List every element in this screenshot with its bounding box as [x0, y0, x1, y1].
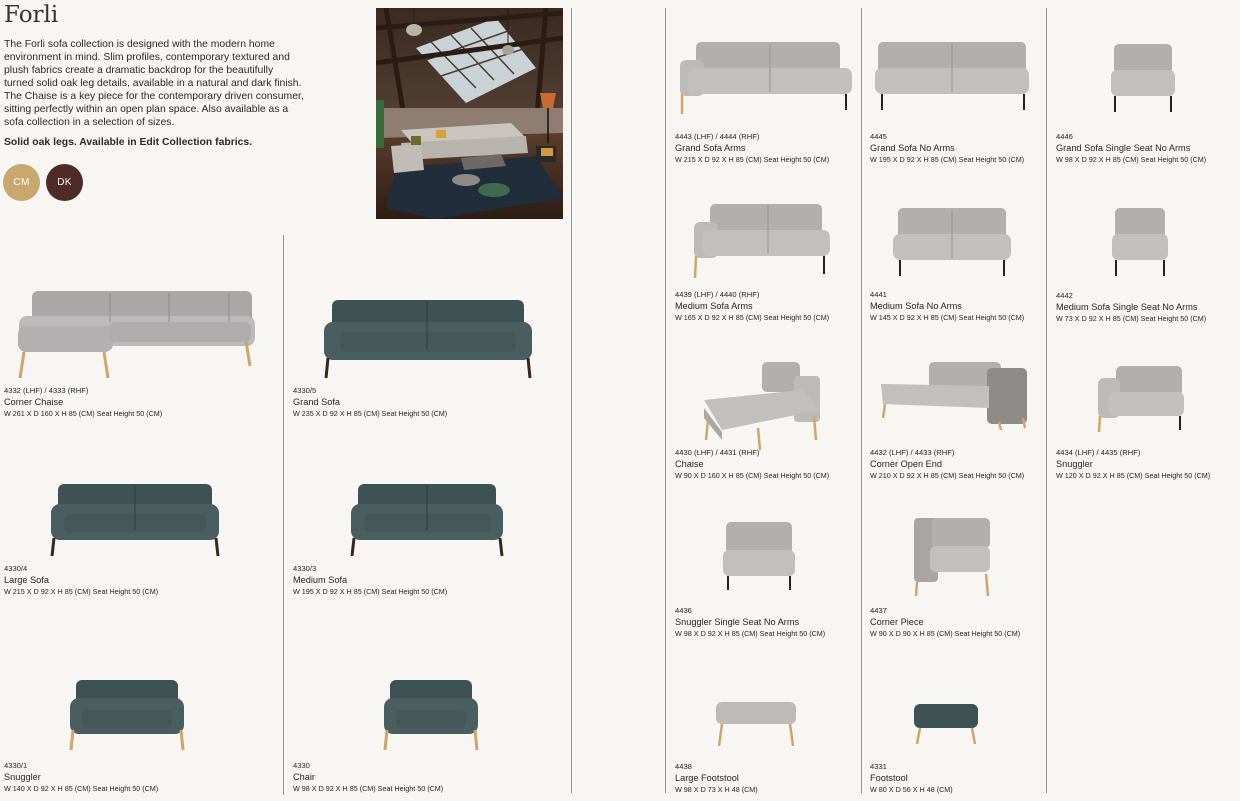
column-divider	[283, 235, 284, 795]
product-caption-corner-piece	[870, 605, 1020, 639]
product-dimensions: W 215 X D 92 X H 85 (CM) Seat Height 50 (CM)	[4, 587, 159, 596]
product-caption-grand-sofa	[293, 385, 447, 419]
product-name: Large Footstool	[675, 773, 739, 783]
product-code: 4331	[870, 762, 887, 771]
product-name: Grand Sofa Single Seat No Arms	[1056, 143, 1191, 153]
product-code: 4443 (LHF) / 4444 (RHF)	[675, 132, 760, 141]
product-name: Chaise	[675, 459, 704, 469]
collection-title: Forli	[4, 2, 59, 28]
product-name: Grand Sofa No Arms	[870, 143, 955, 153]
product-code: 4436	[675, 606, 692, 615]
product-code: 4430 (LHF) / 4431 (RHF)	[675, 448, 760, 457]
grand-sofa-image	[320, 298, 536, 387]
product-caption-grand-single-seat	[1056, 131, 1206, 165]
product-code: 4438	[675, 762, 692, 771]
product-caption-chair	[293, 760, 443, 794]
chaise-image	[702, 360, 826, 457]
large-footstool-image	[714, 700, 798, 755]
large-sofa-image	[48, 482, 222, 565]
snuggler-unit-image	[1096, 364, 1186, 439]
product-code: 4446	[1056, 132, 1073, 141]
product-dimensions: W 235 X D 92 X H 85 (CM) Seat Height 50 (CM)	[293, 409, 448, 418]
product-caption-grand-sofa-no-arms	[870, 131, 1024, 165]
product-code: 4432 (LHF) / 4433 (RHF)	[870, 448, 955, 457]
product-caption-medium-sofa	[293, 563, 447, 597]
product-code: 4437	[870, 606, 887, 615]
product-code: 4445	[870, 132, 887, 141]
product-dimensions: W 165 X D 92 X H 85 (CM) Seat Height 50 (CM)	[675, 313, 830, 322]
product-name: Grand Sofa	[293, 397, 340, 407]
product-caption-corner-open-end	[870, 447, 1024, 481]
product-caption-corner-chaise	[4, 385, 162, 419]
product-dimensions: W 73 X D 92 X H 85 (CM) Seat Height 50 (CM)	[1056, 314, 1207, 323]
product-code: 4330/4	[4, 564, 28, 573]
product-name: Corner Open End	[870, 459, 943, 469]
product-name: Snuggler	[1056, 459, 1093, 469]
product-name: Grand Sofa Arms	[675, 143, 746, 153]
column-divider	[1046, 8, 1047, 793]
product-code: 4330/3	[293, 564, 317, 573]
medium-sofa-image	[348, 482, 506, 565]
product-dimensions: W 195 X D 92 X H 85 (CM) Seat Height 50 (CM)	[870, 155, 1025, 164]
column-divider	[861, 8, 862, 793]
product-name: Snuggler Single Seat No Arms	[675, 617, 800, 627]
medium-single-seat-image	[1111, 206, 1169, 283]
product-dimensions: W 120 X D 92 X H 85 (CM) Seat Height 50 (CM)	[1056, 471, 1211, 480]
product-caption-footstool	[870, 761, 953, 795]
grand-sofa-arms-image	[678, 38, 854, 121]
product-dimensions: W 80 X D 56 X H 48 (CM)	[870, 785, 953, 794]
finish-swatch-label: CM	[13, 177, 30, 188]
product-caption-large-sofa	[4, 563, 158, 597]
product-code: 4439 (LHF) / 4440 (RHF)	[675, 290, 760, 299]
product-dimensions: W 98 X D 92 X H 85 (CM) Seat Height 50 (CM)	[293, 784, 444, 793]
product-code: 4442	[1056, 291, 1073, 300]
product-caption-snuggler-unit	[1056, 447, 1210, 481]
product-dimensions: W 215 X D 92 X H 85 (CM) Seat Height 50 (CM)	[675, 155, 830, 164]
product-caption-snuggler	[4, 760, 158, 794]
product-code: 4330/5	[293, 386, 317, 395]
finish-swatch-cm	[3, 164, 40, 201]
grand-sofa-no-arms-image	[874, 40, 1030, 117]
medium-sofa-no-arms-image	[892, 206, 1012, 283]
product-code: 4441	[870, 290, 887, 299]
corner-chaise-image	[14, 286, 258, 387]
product-name: Footstool	[870, 773, 908, 783]
product-name: Medium Sofa No Arms	[870, 301, 962, 311]
product-caption-snuggler-single-seat	[675, 605, 825, 639]
product-name: Corner Piece	[870, 617, 924, 627]
product-dimensions: W 145 X D 92 X H 85 (CM) Seat Height 50 (CM)	[870, 313, 1025, 322]
medium-sofa-arms-image	[692, 202, 832, 285]
product-code: 4434 (LHF) / 4435 (RHF)	[1056, 448, 1141, 457]
product-dimensions: W 98 X D 73 X H 48 (CM)	[675, 785, 758, 794]
grand-single-seat-image	[1110, 42, 1176, 119]
snuggler-image	[68, 678, 186, 759]
legs-note: Solid oak legs. Available in Edit Collection fabrics.	[4, 137, 253, 148]
finish-swatch-dk	[46, 164, 83, 201]
product-caption-grand-sofa-arms	[675, 131, 829, 165]
product-caption-medium-sofa-no-arms	[870, 289, 1024, 323]
product-name: Corner Chaise	[4, 397, 64, 407]
product-caption-medium-single-seat	[1056, 290, 1206, 324]
snuggler-single-seat-image	[722, 520, 796, 599]
product-name: Medium Sofa Single Seat No Arms	[1056, 302, 1198, 312]
chair-image	[382, 678, 480, 759]
product-caption-large-footstool	[675, 761, 758, 795]
corner-open-end-image	[879, 360, 1029, 437]
column-divider	[571, 8, 572, 793]
finish-swatch-label: DK	[57, 177, 72, 188]
product-caption-chaise	[675, 447, 829, 481]
column-divider	[665, 8, 666, 793]
product-code: 4330	[293, 761, 310, 770]
product-dimensions: W 98 X D 92 X H 85 (CM) Seat Height 50 (CM)	[675, 629, 826, 638]
product-name: Medium Sofa Arms	[675, 301, 753, 311]
product-dimensions: W 98 X D 92 X H 85 (CM) Seat Height 50 (CM)	[1056, 155, 1207, 164]
product-dimensions: W 140 X D 92 X H 85 (CM) Seat Height 50 (CM)	[4, 784, 159, 793]
collection-description: The Forli sofa collection is designed with the modern home environment in mind. Slim profiles, contemporary textured and plush fabrics create a dramatic backdrop for the beautifully turned solid oak leg details, available in a natural and dark finish. The Chaise is a key piece for the contemporary driven consumer, sitting perfectly within an open plan space. Also available as a sofa collection in a selection of sizes.	[4, 39, 304, 128]
lifestyle-room-photo	[376, 8, 563, 219]
product-code: 4332 (LHF) / 4333 (RHF)	[4, 386, 89, 395]
footstool-image	[912, 702, 980, 753]
product-dimensions: W 261 X D 160 X H 85 (CM) Seat Height 50 (CM)	[4, 409, 163, 418]
product-dimensions: W 90 X D 90 X H 85 (CM) Seat Height 50 (CM)	[870, 629, 1021, 638]
product-dimensions: W 195 X D 92 X H 85 (CM) Seat Height 50 (CM)	[293, 587, 448, 596]
product-dimensions: W 210 X D 92 X H 85 (CM) Seat Height 50 (CM)	[870, 471, 1025, 480]
product-name: Chair	[293, 772, 315, 782]
product-caption-medium-sofa-arms	[675, 289, 829, 323]
product-dimensions: W 90 X D 160 X H 85 (CM) Seat Height 50 (CM)	[675, 471, 830, 480]
product-code: 4330/1	[4, 761, 28, 770]
corner-piece-image	[912, 516, 994, 605]
product-name: Snuggler	[4, 772, 41, 782]
product-name: Large Sofa	[4, 575, 49, 585]
product-name: Medium Sofa	[293, 575, 348, 585]
